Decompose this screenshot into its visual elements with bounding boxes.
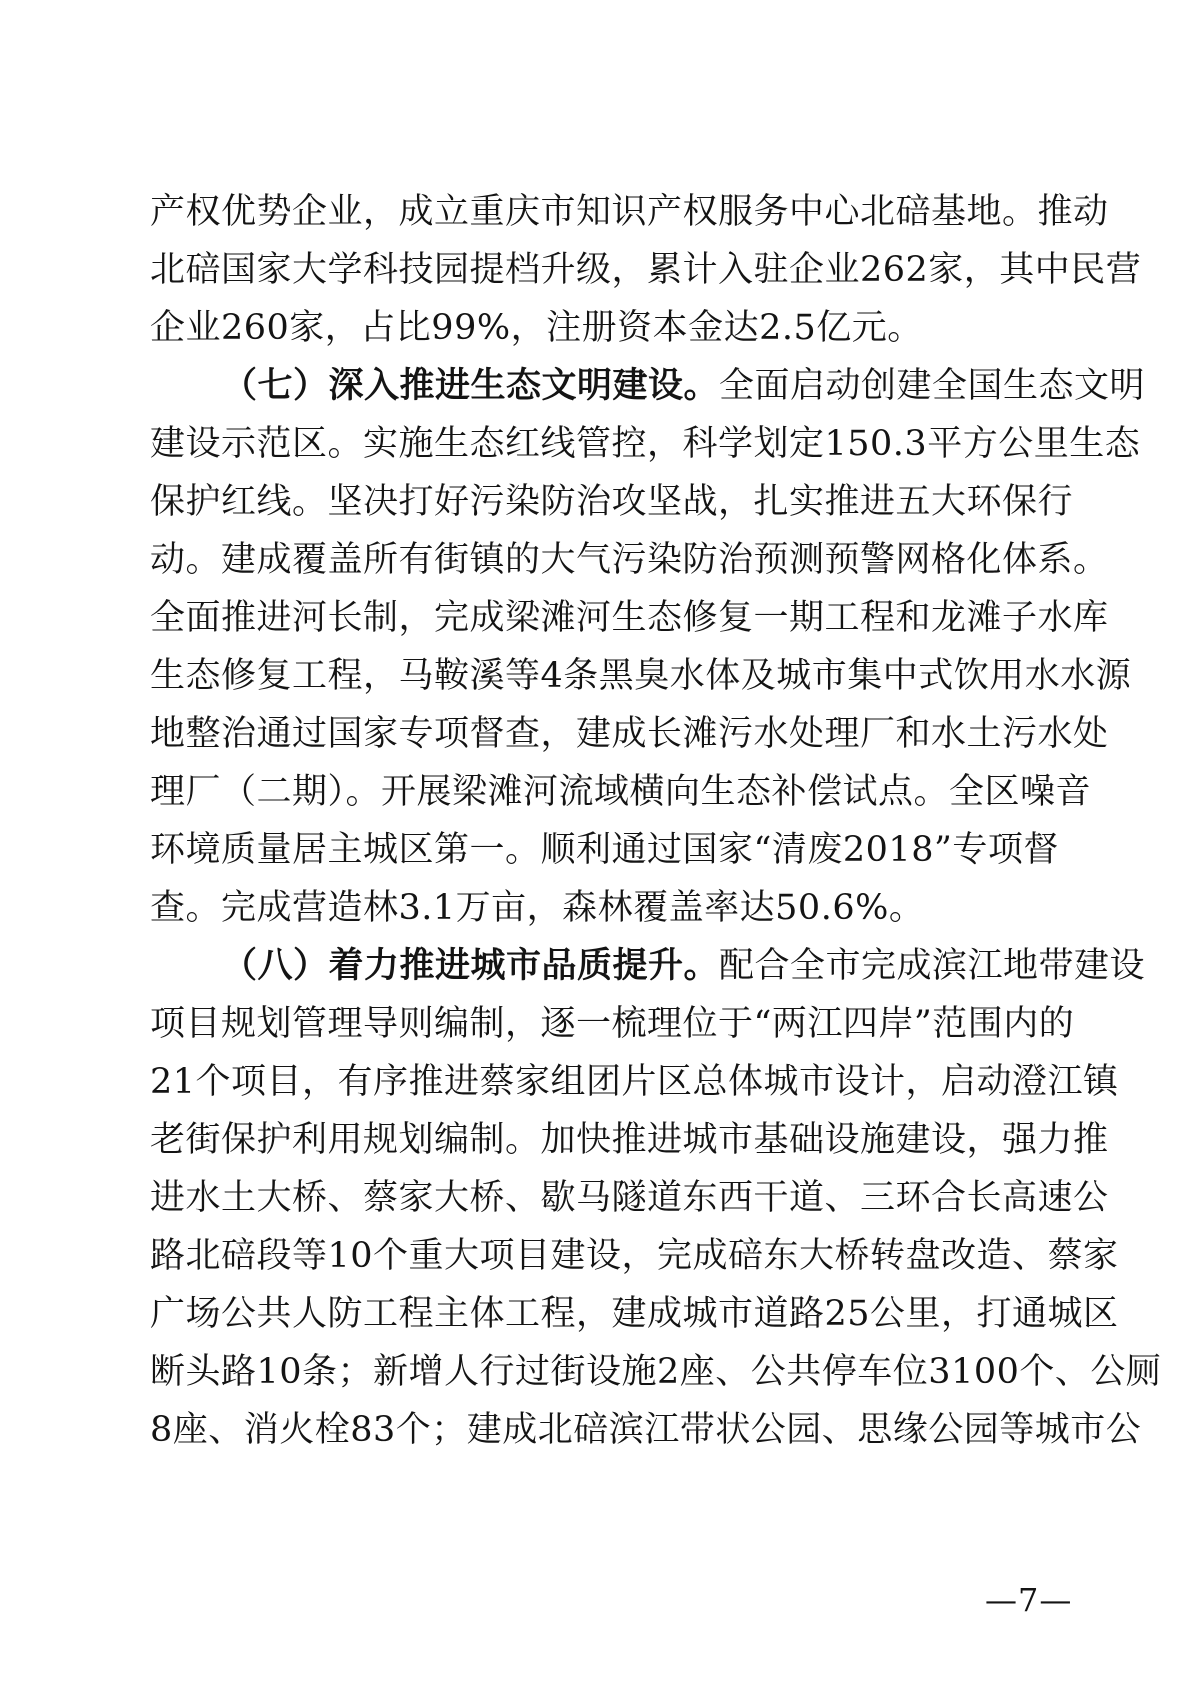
body-line: 生态修复工程，马鞍溪等4条黑臭水体及城市集中式饮用水水源 — [150, 656, 1132, 696]
body-line: 全面推进河长制，完成梁滩河生态修复一期工程和龙滩子水库 — [150, 598, 1109, 638]
body-line: 21个项目，有序推进蔡家组团片区总体城市设计，启动澄江镇 — [150, 1062, 1119, 1102]
section-heading: （七）深入推进生态文明建设。 — [222, 365, 720, 406]
body-line: 保护红线。坚决打好污染防治攻坚战，扎实推进五大环保行 — [150, 482, 1074, 522]
body-line: 进水土大桥、蔡家大桥、歇马隧道东西干道、三环合长高速公 — [150, 1178, 1109, 1218]
body-line: 断头路10条；新增人行过街设施2座、公共停车位3100个、公厕 — [150, 1352, 1162, 1392]
body-line: 8座、消火栓83个；建成北碚滨江带状公园、思缘公园等城市公 — [150, 1410, 1142, 1450]
body-line: 动。建成覆盖所有街镇的大气污染防治预测预警网格化体系。 — [150, 540, 1109, 580]
page-number: —7— — [985, 1581, 1073, 1619]
body-line: 企业260家，占比99%，注册资本金达2.5亿元。 — [150, 308, 923, 348]
body-text: 配合全市完成滨江地带建设 — [719, 946, 1146, 986]
body-line: 建设示范区。实施生态红线管控，科学划定150.3平方公里生态 — [150, 424, 1141, 464]
body-line: 老街保护利用规划编制。加快推进城市基础设施建设，强力推 — [150, 1120, 1109, 1160]
body-line: 北碚国家大学科技园提档升级，累计入驻企业262家，其中民营 — [150, 250, 1142, 290]
body-line: 项目规划管理导则编制，逐一梳理位于“两江四岸”范围内的 — [150, 1004, 1075, 1044]
section-first-line — [222, 354, 1146, 418]
body-line: 产权优势企业，成立重庆市知识产权服务中心北碚基地。推动 — [150, 192, 1109, 232]
body-line: 广场公共人防工程主体工程，建成城市道路25公里，打通城区 — [150, 1294, 1119, 1334]
section-heading: （八）着力推进城市品质提升。 — [222, 945, 720, 986]
body-line: 地整治通过国家专项督查，建成长滩污水处理厂和水土污水处 — [150, 714, 1109, 754]
section-first-line — [222, 934, 1146, 998]
body-text: 全面启动创建全国生态文明 — [719, 366, 1146, 406]
body-line: 查。完成营造林3.1万亩，森林覆盖率达50.6%。 — [150, 888, 925, 928]
body-line: 路北碚段等10个重大项目建设，完成碚东大桥转盘改造、蔡家 — [150, 1236, 1119, 1276]
body-line: 理厂（二期）。开展梁滩河流域横向生态补偿试点。全区噪音 — [150, 772, 1092, 812]
body-line: 环境质量居主城区第一。顺利通过国家“清废2018”专项督 — [150, 830, 1059, 870]
